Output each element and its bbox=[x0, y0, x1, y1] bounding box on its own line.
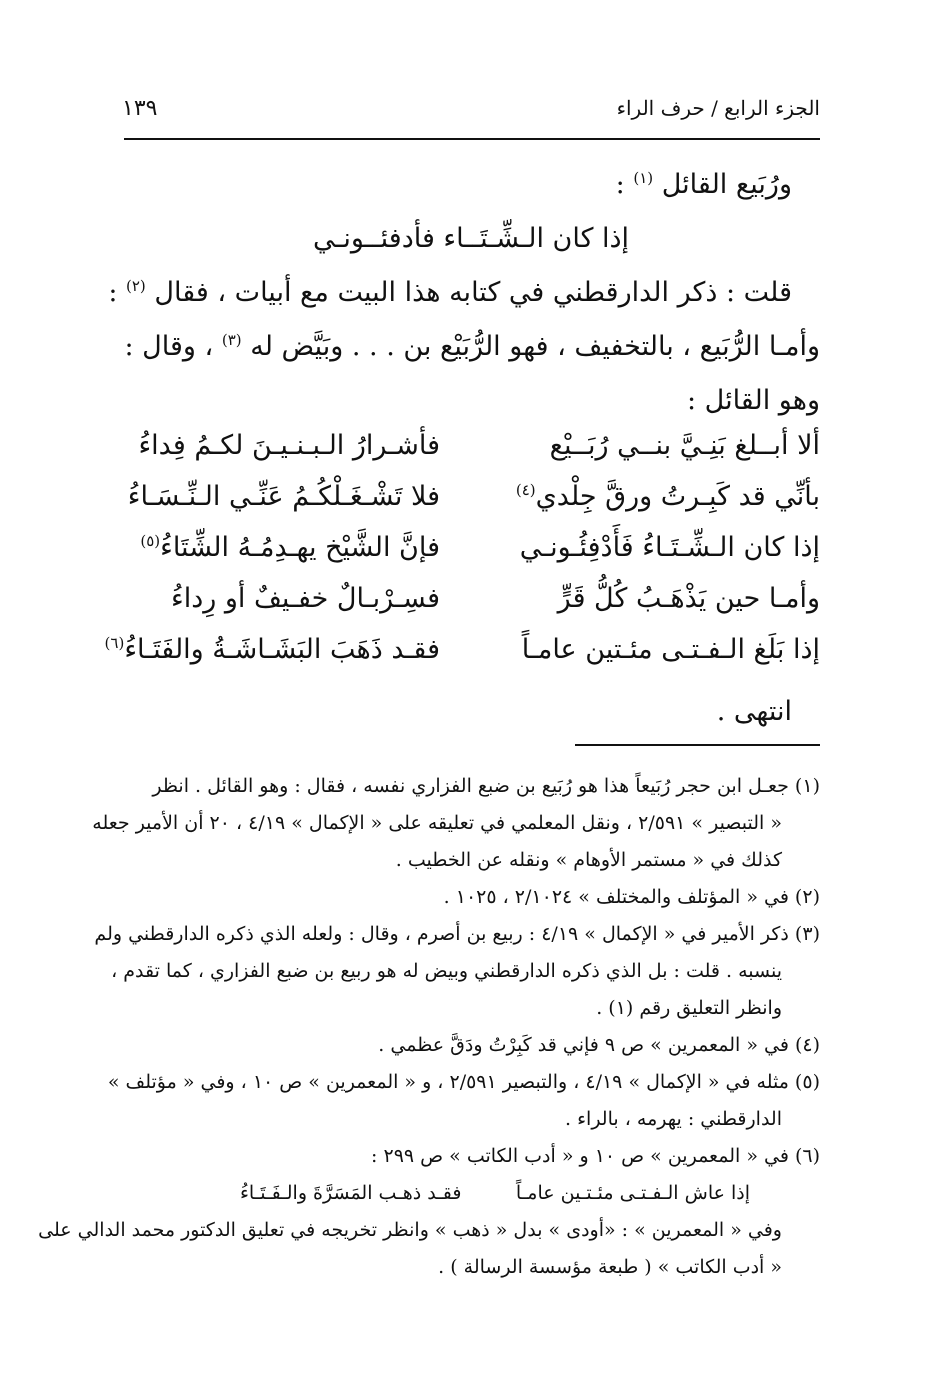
footnote-ref: (٢) bbox=[126, 277, 146, 295]
page-header bbox=[122, 88, 820, 128]
verse-second-hemistich: فأشـرارُ الـبـنـيـنَ لكـمُ فِداءُ bbox=[138, 430, 440, 461]
footnote-ref: (٣) bbox=[221, 331, 242, 349]
quoted-verse: إذا كان الـشِّـتَــاء فأدفئــونـي bbox=[312, 223, 630, 254]
footnotes bbox=[38, 768, 820, 1286]
paragraph-line: وهو القائل : bbox=[686, 385, 820, 416]
verse-second-hemistich: فسِـرْبـالٌ خفـيفٌ أو رِداءُ bbox=[171, 583, 440, 614]
verse-first-hemistich: إذا عاش الـفـتـى مئـتـين عامـاً bbox=[515, 1182, 750, 1204]
footnote-rule bbox=[575, 744, 820, 746]
poem-verse bbox=[104, 634, 820, 685]
verse-first-hemistich: ألا أبــلغ بَنِـيَّ بنــي رُبَــيْع bbox=[549, 430, 820, 461]
paragraph-line: قلت : ذكر الدارقطني في كتابه هذا البيت مع أبيات ، فقال $^{(٢)}$ : bbox=[108, 277, 792, 308]
verse-second-hemistich: فإنَّ الشَّيْخ يهـدِمُـهُ الشِّتَاءُ$^{(٥)}$ bbox=[140, 532, 440, 563]
footnote-line: ينسبه . قلت : بل الذي ذكره الدارقطني وبيض له هو ربيع بن ضبع الفزاري ، كما تقدم ، bbox=[111, 960, 782, 982]
footnote-line: (٣) ذكر الأمير في « الإكمال » ٤/١٩ : ربيع بن أصرم ، وقال : ولعله الذي ذكره الدارقطني ولم bbox=[94, 923, 820, 945]
verse-first-hemistich: إذا بَلَغ الـفـتـى مئـتين عامـاً bbox=[521, 634, 820, 665]
footnote-line: « التبصير » ٢/٥٩١ ، ونقل المعلمي في تعليقه على « الإكمال » ٤/١٩ ، ٢٠ أن الأمير جعله bbox=[92, 812, 782, 834]
footnote-line: وفي « المعمرين » : «أودى » بدل « ذهب » وانظر تخريجه في تعليق الدكتور محمد الدالي على bbox=[38, 1219, 782, 1241]
body-text bbox=[108, 158, 820, 428]
running-title: الجزء الرابع / حرف الراء bbox=[616, 96, 820, 120]
verse-first-hemistich: بأنِّي قد كَبِـرتُ ورقَّ جِلْدي$^{(٤)}$ bbox=[515, 481, 820, 512]
poem-verse bbox=[122, 430, 820, 481]
footnote-line: « أدب الكاتب » ( طبعة مؤسسة الرسالة ) . bbox=[438, 1256, 782, 1278]
page-number: ١٣٩ bbox=[122, 95, 158, 121]
verse-first-hemistich: وأمـا حين يَذْهَـبُ كُلُّ قَرٍّ bbox=[557, 583, 820, 614]
footnote-line: (٥) مثله في « الإكمال » ٤/١٩ ، والتبصير ٢/٥٩١ ، و « المعمرين » ص ١٠ ، وفي « مؤتلف » bbox=[107, 1071, 820, 1093]
footnote-ref: (٥) bbox=[140, 532, 161, 550]
end-word: انتهى . bbox=[716, 696, 792, 727]
footnote-line: (٦) في « المعمرين » ص ١٠ و « أدب الكاتب » ص ٢٩٩ : bbox=[371, 1145, 820, 1167]
footnote-line: (١) جعـل ابن حجر رُبَيعاً هذا هو رُبَيع بن ضبع الفزاري نفسه ، فقال : وهو القائل . انظر bbox=[152, 775, 820, 797]
verse-second-hemistich: فقـد ذهـب المَسَرَّةَ والـفَـتَـاءُ bbox=[240, 1182, 462, 1204]
verse-second-hemistich: فلا تَشْـغَـلْكُـمُ عَنِّـي الـنِّـسَـاءُ bbox=[127, 481, 440, 512]
footnote-line: كذلك في « مستمر الأوهام » ونقله عن الخطيب . bbox=[395, 849, 782, 871]
poem-verse bbox=[122, 532, 820, 583]
verse-first-hemistich: إذا كان الـشِّـتَـاءُ فَأَدْفِئُـونـي bbox=[519, 532, 820, 563]
footnote-ref: (٤) bbox=[515, 481, 536, 499]
footnote-line: (٤) في « المعمرين » ص ٩ فإني قد كَبِرْتُ ودَقَّ عظمي . bbox=[378, 1034, 820, 1056]
entry-heading: ورُبَيع القائل $^{(١)}$ : bbox=[615, 169, 792, 200]
poem-verse bbox=[122, 583, 820, 634]
footnote-verse bbox=[122, 1175, 820, 1212]
footnote-line: وانظر التعليق رقم (١) . bbox=[596, 997, 782, 1019]
paragraph-line: وأمـا الرُّبَيع ، بالتخفيف ، فهو الرُّبَيْع بن . . . وبَيَّض له $^{(٣)}$ ، وقال : bbox=[124, 331, 820, 362]
footnote-line: (٢) في « المؤتلف والمختلف » ٢/١٠٢٤ ، ١٠٢٥ . bbox=[443, 886, 820, 908]
poem bbox=[104, 430, 820, 685]
footnote-ref: (٦) bbox=[104, 634, 125, 652]
header-rule bbox=[124, 138, 820, 140]
footnote-line: الدارقطني : يهرمه ، بالراء . bbox=[565, 1108, 782, 1130]
poem-verse bbox=[122, 481, 820, 532]
verse-second-hemistich: فقـد ذَهَبَ البَشَـاشَـةُ والفَتَـاءُ$^{(٦)}$ bbox=[104, 634, 440, 665]
footnote-ref: (١) bbox=[633, 169, 654, 187]
